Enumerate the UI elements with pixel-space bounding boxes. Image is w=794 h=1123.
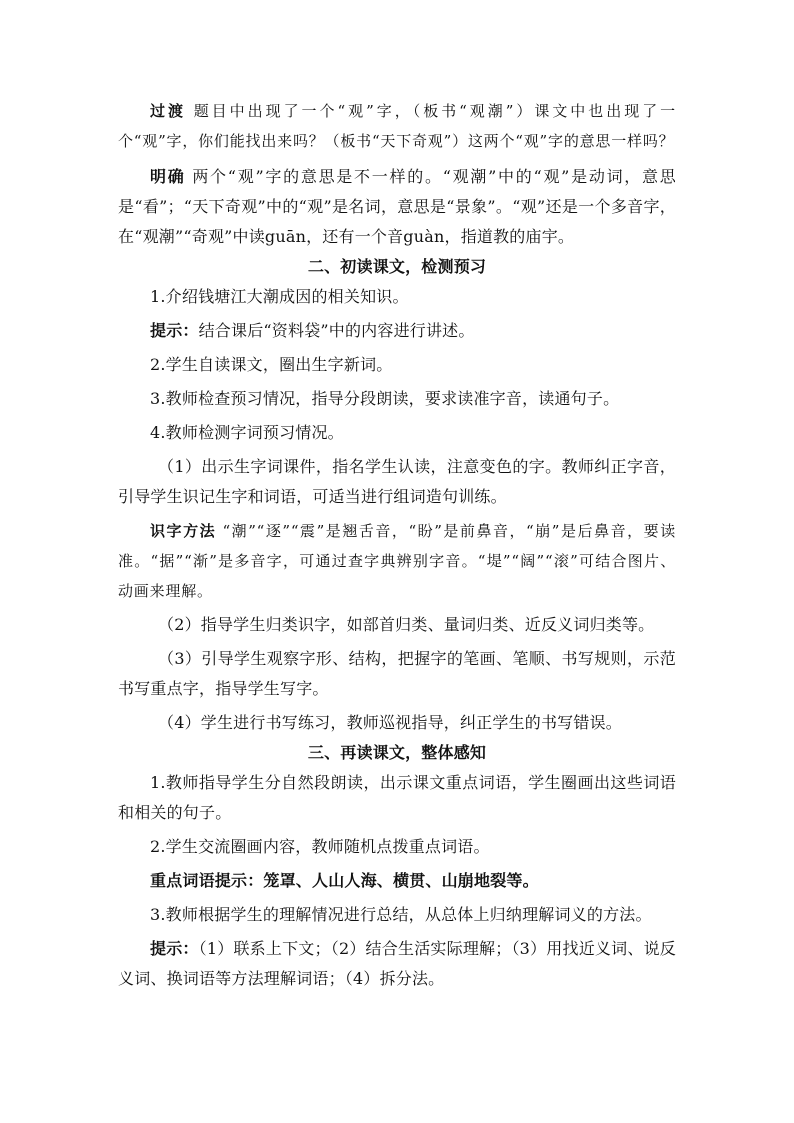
document-body xyxy=(118,96,676,994)
part2-item-3: 3.教师检查预习情况，指导分段朗读，要求读准字音，读通句子。 xyxy=(150,389,620,408)
keywords-label: 重点词语提示： xyxy=(150,871,264,890)
part3-tip-label: 提示： xyxy=(150,939,199,958)
method-paragraph xyxy=(118,516,676,606)
part2-tip-text: 结合课后“资料袋”中的内容进行讲述。 xyxy=(198,321,475,340)
transition-label: 过渡 xyxy=(150,102,186,120)
part2-tip xyxy=(118,316,676,346)
clarify-label: 明确 xyxy=(150,167,186,186)
part2-item-2: 2.学生自读课文，圈出生字新词。 xyxy=(150,355,393,374)
part2-sub-2: （2）指导学生归类识字，如部首归类、量词归类、近反义词归类等。 xyxy=(158,615,655,634)
section-heading-part2: 二、初读课文，检测预习 xyxy=(307,257,487,276)
transition-text: 题目中出现了一个“观”字，（板书“观潮”）课文中也出现了一个“观”字，你们能找出来吗？（板书“天下奇观”）这两个“观”字的意思一样吗？ xyxy=(118,102,676,150)
part3-tip xyxy=(118,934,676,994)
part2-sub-4: （4）学生进行书写练习，教师巡视指导，纠正学生的书写错误。 xyxy=(158,713,622,732)
part2-tip-label: 提示： xyxy=(150,321,199,340)
part3-item-2: 2.学生交流圈画内容，教师随机点拨重点词语。 xyxy=(150,837,490,856)
part2-item-1: 1.介绍钱塘江大潮成因的相关知识。 xyxy=(150,287,409,306)
keywords-text: 笼罩、人山人海、横贯、山崩地裂等。 xyxy=(263,871,539,890)
part3-item-1: 1.教师指导学生分自然段朗读，出示课文重点词语，学生圈画出这些词语和相关的句子。 xyxy=(118,773,676,822)
transition-paragraph xyxy=(118,96,676,156)
part3-item-3: 3.教师根据学生的理解情况进行总结，从总体上归纳理解词义的方法。 xyxy=(150,905,652,924)
method-label: 识字方法 xyxy=(150,522,217,540)
clarify-paragraph xyxy=(118,162,676,252)
part2-sub-3: （3）引导学生观察字形、结构，把握字的笔画、笔顺、书写规则，示范书写重点字，指导学生写字。 xyxy=(118,649,676,698)
clarify-text: 两个“观”字的意思是不一样的。“观潮”中的“观”是动词，意思是“看”；“天下奇观”中的“观”是名词，意思是“景象”。“观”还是一个多音字，在“观潮”“奇观”中读guān，还有一个音guàn，指道教的庙宇。 xyxy=(118,167,676,246)
section-heading-part3: 三、再读课文，整体感知 xyxy=(307,743,487,762)
keywords-paragraph xyxy=(118,866,676,896)
method-text: “潮”“逐”“震”是翘舌音，“盼”是前鼻音，“崩”是后鼻音，要读准。“据”“渐”是多音字，可通过查字典辨别字音。“堤”“阔”“滚”可结合图片、动画来理解。 xyxy=(118,522,676,600)
part2-sub-1: （1）出示生字词课件，指名学生认读，注意变色的字。教师纠正字音，引导学生识记生字和词语，可适当进行组词造句训练。 xyxy=(118,457,676,506)
part3-tip-text: （1）联系上下文；（2）结合生活实际理解；（3）用找近义词、说反义词、换词语等方法理解词语；（4）拆分法。 xyxy=(118,939,676,988)
part2-item-4: 4.教师检测字词预习情况。 xyxy=(150,423,344,442)
